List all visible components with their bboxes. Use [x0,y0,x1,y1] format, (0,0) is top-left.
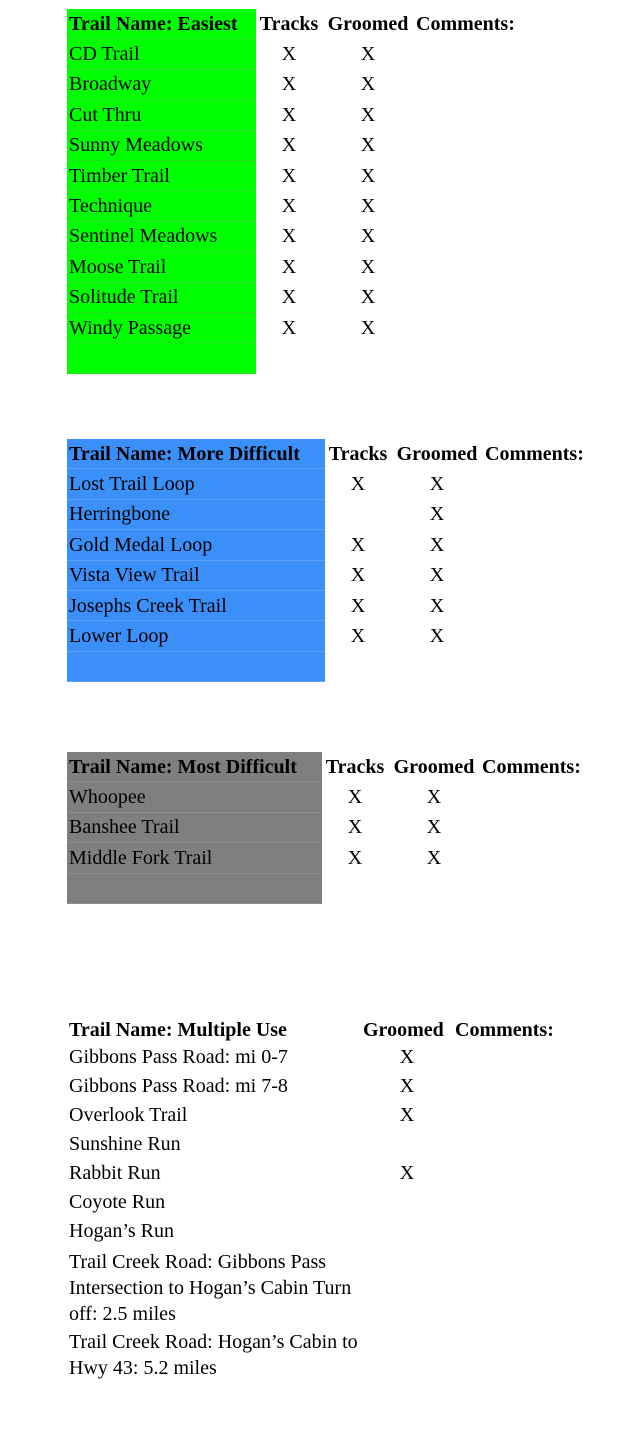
table-row [67,100,528,130]
comment-cell [453,1044,567,1073]
table-row [67,621,597,651]
most-difficult-trails-table [67,752,594,904]
trail-name-header: Trail Name: Easiest [67,9,256,39]
trail-name: Moose Trail [67,252,256,282]
trail-name: Lost Trail Loop [67,469,325,499]
trail-name: Gibbons Pass Road: mi 7-8 [69,1075,288,1098]
trail-name: Josephs Creek Trail [67,590,325,620]
tracks-mark: X [281,195,297,218]
trail-name: Vista View Trail [67,560,325,590]
trail-name: Broadway [67,69,256,99]
tracks-header: Tracks [259,12,319,35]
table-row [67,782,594,812]
header-row [67,439,597,469]
groomed-mark [361,1247,453,1327]
comment-cell [453,1327,567,1381]
groomed-mark [361,1327,453,1381]
groomed-mark: X [360,164,376,187]
multiple-use-trails-section [67,1015,567,1381]
table-row [67,191,528,221]
groomed-mark: X [360,103,376,126]
table-row [67,130,528,160]
groomed-mark: X [429,564,445,587]
trail-name: Windy Passage [67,312,256,342]
trail-name: Gold Medal Loop [67,530,325,560]
trail-name: Sunshine Run [69,1133,181,1156]
groomed-mark [361,1189,453,1218]
groomed-mark: X [360,73,376,96]
trail-name: Gibbons Pass Road: mi 0-7 [69,1046,288,1069]
groomed-mark: X [360,255,376,278]
groomed-header: Groomed [363,1018,444,1041]
table-row [67,1073,567,1102]
comment-cell [453,1218,567,1247]
comment-cell [483,499,597,529]
groomed-mark: X [429,503,445,526]
groomed-mark: X [360,134,376,157]
comment-cell [480,812,594,842]
empty-row [67,343,528,373]
header-row [67,9,528,39]
empty-cell [67,343,256,373]
tracks-mark: X [281,73,297,96]
groomed-mark: X [429,625,445,648]
comment-cell [453,1189,567,1218]
trail-name-header: Trail Name: More Difficult [67,439,325,469]
groomed-mark: X [399,1046,415,1069]
empty-cell [67,873,322,903]
tracks-header: Tracks [328,442,388,465]
table-row [67,1247,567,1327]
comment-cell [480,843,594,873]
table-row [67,590,597,620]
header-row [67,752,594,782]
trail-name: Banshee Trail [67,812,322,842]
trail-name-header: Trail Name: Multiple Use [69,1018,287,1041]
trail-name: Rabbit Run [69,1162,161,1185]
comment-cell [483,530,597,560]
multiple-use-trails-table [67,1015,567,1381]
comments-header: Comments: [455,1018,554,1041]
table-row [67,1044,567,1073]
groomed-header: Groomed [393,755,475,778]
trail-name: Coyote Run [69,1191,166,1214]
comment-cell [483,590,597,620]
table-row [67,69,528,99]
table-row [67,499,597,529]
groomed-mark [361,1131,453,1160]
header-row [67,1015,567,1044]
trail-name: Overlook Trail [69,1104,188,1127]
table-row [67,312,528,342]
tracks-mark: X [281,255,297,278]
groomed-mark: X [429,473,445,496]
groomed-mark: X [426,786,442,809]
comment-cell [414,160,528,190]
trail-name-header: Trail Name: Most Difficult [67,752,322,782]
table-row [67,39,528,69]
empty-row [67,651,597,681]
comment-cell [414,191,528,221]
empty-row [67,873,594,903]
comment-cell [414,130,528,160]
trail-name: Solitude Trail [67,282,256,312]
tracks-mark: X [281,43,297,66]
trail-name: Lower Loop [67,621,325,651]
table-row [67,282,528,312]
trail-name: Sentinel Meadows [67,221,256,251]
trail-name: Timber Trail [67,160,256,190]
tracks-mark: X [350,594,366,617]
comments-header: Comments: [482,755,581,778]
comment-cell [414,252,528,282]
easiest-trails-table [67,9,528,374]
trail-name: CD Trail [67,39,256,69]
table-row [67,1131,567,1160]
tracks-mark: X [350,564,366,587]
tracks-mark: X [281,103,297,126]
comment-cell [414,282,528,312]
most-difficult-trails-section [67,752,594,904]
comment-cell [453,1131,567,1160]
groomed-mark: X [360,43,376,66]
trail-name: Trail Creek Road: Gibbons Pass Intersection to Hogan’s Cabin Turn off: 2.5 miles [69,1251,352,1325]
table-row [67,812,594,842]
comment-cell [483,469,597,499]
comment-cell [414,39,528,69]
tracks-header: Tracks [325,755,385,778]
groomed-mark: X [399,1104,415,1127]
tracks-mark: X [350,473,366,496]
comment-cell [414,100,528,130]
table-row [67,469,597,499]
more-difficult-trails-table [67,439,597,682]
groomed-mark: X [426,846,442,869]
comment-cell [414,69,528,99]
trail-name: Hogan’s Run [69,1220,174,1243]
comment-cell [414,312,528,342]
table-row [67,560,597,590]
groomed-mark: X [360,195,376,218]
tracks-mark [325,499,391,529]
table-row [67,530,597,560]
table-row [67,160,528,190]
tracks-mark: X [350,533,366,556]
groomed-header: Groomed [396,442,478,465]
groomed-header: Groomed [327,12,409,35]
table-row [67,221,528,251]
table-row [67,1218,567,1247]
groomed-mark: X [426,816,442,839]
comment-cell [453,1073,567,1102]
comment-cell [483,560,597,590]
tracks-mark: X [281,134,297,157]
more-difficult-trails-section [67,439,597,682]
tracks-mark: X [347,786,363,809]
groomed-mark [361,1218,453,1247]
trail-name: Whoopee [67,782,322,812]
comment-cell [453,1247,567,1327]
comment-cell [414,221,528,251]
comment-cell [480,782,594,812]
comment-cell [453,1102,567,1131]
tracks-mark: X [347,816,363,839]
table-row [67,1160,567,1189]
table-row [67,1189,567,1218]
comment-cell [453,1160,567,1189]
groomed-mark: X [360,316,376,339]
table-row [67,1327,567,1381]
tracks-mark: X [281,225,297,248]
groomed-mark: X [399,1075,415,1098]
table-row [67,1102,567,1131]
comments-header: Comments: [416,12,515,35]
trail-name: Technique [67,191,256,221]
tracks-mark: X [281,316,297,339]
groomed-mark: X [399,1162,415,1185]
table-row [67,252,528,282]
groomed-mark: X [360,225,376,248]
tracks-mark: X [350,625,366,648]
comment-cell [483,621,597,651]
trail-name: Middle Fork Trail [67,843,322,873]
trail-name: Sunny Meadows [67,130,256,160]
trail-name: Herringbone [67,499,325,529]
tracks-mark: X [281,164,297,187]
groomed-mark: X [429,594,445,617]
groomed-mark: X [360,286,376,309]
tracks-mark: X [281,286,297,309]
comments-header: Comments: [485,442,584,465]
empty-cell [67,651,325,681]
easiest-trails-section [67,9,528,374]
trail-name: Cut Thru [67,100,256,130]
table-row [67,843,594,873]
trail-name: Trail Creek Road: Hogan’s Cabin to Hwy 43: 5.2 miles [69,1331,358,1379]
tracks-mark: X [347,846,363,869]
groomed-mark: X [429,533,445,556]
